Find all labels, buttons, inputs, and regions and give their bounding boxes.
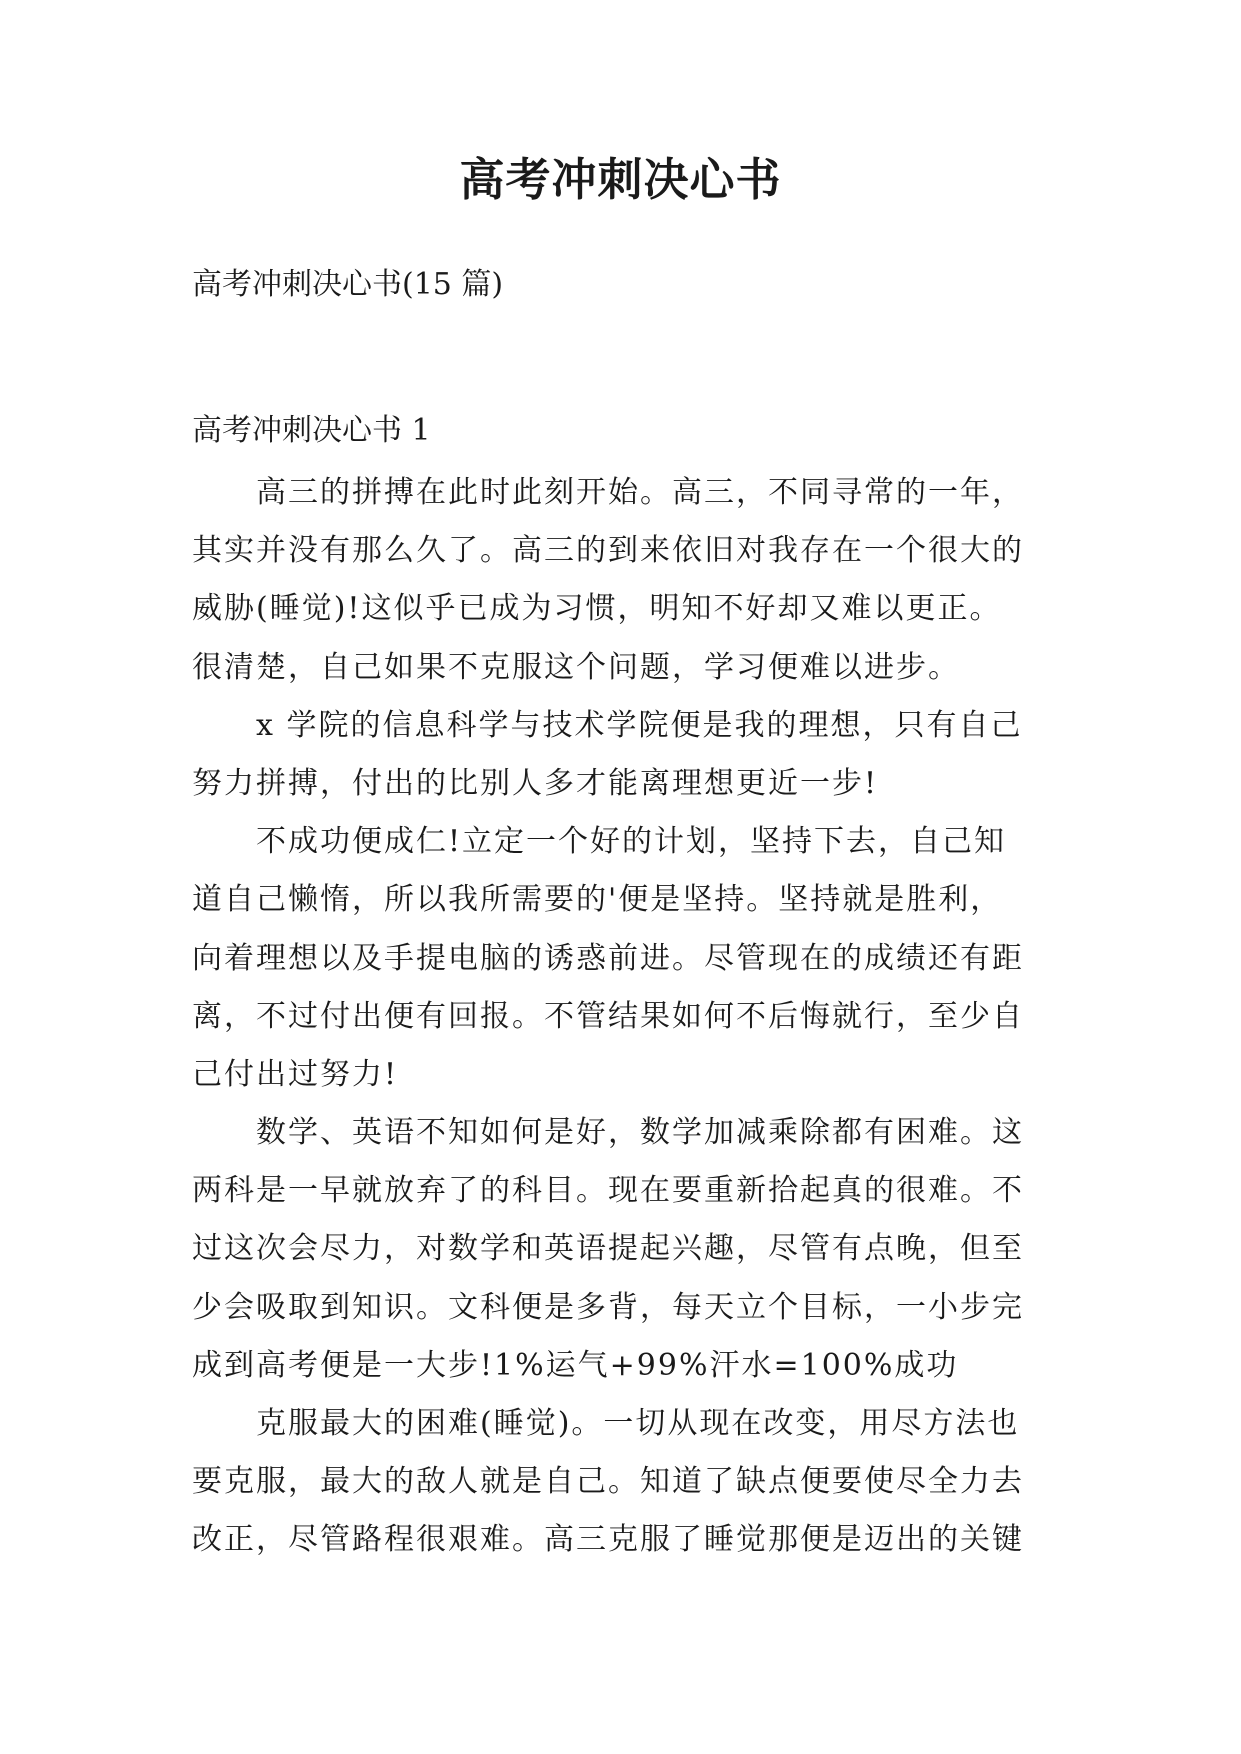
paragraph xyxy=(192,464,1052,697)
text-line: 道自己懒惰，所以我所需要的'便是坚持。坚持就是胜利， xyxy=(192,882,1003,918)
text-line: 己付出过努力! xyxy=(192,1056,399,1092)
text-line: 少会吸取到知识。文科便是多背，每天立个目标，一小步完 xyxy=(192,1289,1024,1325)
text-line: 改正，尽管路程很艰难。高三克服了睡觉那便是迈出的关键 xyxy=(192,1522,1024,1558)
document-title: 高考冲刺决心书 xyxy=(459,153,782,206)
paragraph xyxy=(192,813,1052,1104)
text-line: 成到高考便是一大步!1%运气+99%汗水=100%成功 xyxy=(192,1347,959,1383)
text-line: 威胁(睡觉)!这似乎已成为习惯，明知不好却又难以更正。 xyxy=(192,591,1002,627)
paragraph xyxy=(192,1395,1052,1570)
text-line: 克服最大的困难(睡觉)。一切从现在改变，用尽方法也 xyxy=(256,1406,1020,1441)
text-line: 向着理想以及手提电脑的诱惑前进。尽管现在的成绩还有距 xyxy=(192,940,1024,976)
text-line: 不成功便成仁!立定一个好的计划，坚持下去，自己知 xyxy=(256,824,1007,860)
section-heading: 高考冲刺决心书 1 xyxy=(192,413,431,448)
body-text xyxy=(192,464,1052,1570)
text-line: 过这次会尽力，对数学和英语提起兴趣，尽管有点晚，但至 xyxy=(192,1231,1024,1267)
paragraph xyxy=(192,1104,1052,1395)
paragraph xyxy=(192,697,1052,813)
text-line: 很清楚，自己如果不克服这个问题，学习便难以进步。 xyxy=(192,649,960,685)
document-subtitle: 高考冲刺决心书(15 篇) xyxy=(192,267,504,302)
text-line: 努力拼搏，付出的比别人多才能离理想更近一步! xyxy=(192,765,879,801)
text-line: 两科是一早就放弃了的科目。现在要重新拾起真的很难。不 xyxy=(192,1173,1024,1209)
text-line: 数学、英语不知如何是好，数学加减乘除都有困难。这 xyxy=(256,1115,1024,1151)
text-line: 要克服，最大的敌人就是自己。知道了缺点便要使尽全力去 xyxy=(192,1464,1024,1500)
text-line: 高三的拼搏在此时此刻开始。高三，不同寻常的一年， xyxy=(256,475,1024,510)
text-line: 其实并没有那么久了。高三的到来依旧对我存在一个很大的 xyxy=(192,533,1024,569)
text-line: 离，不过付出便有回报。不管结果如何不后悔就行，至少自 xyxy=(192,998,1024,1034)
text-line: x 学院的信息科学与技术学院便是我的理想，只有自己 xyxy=(256,707,1023,743)
